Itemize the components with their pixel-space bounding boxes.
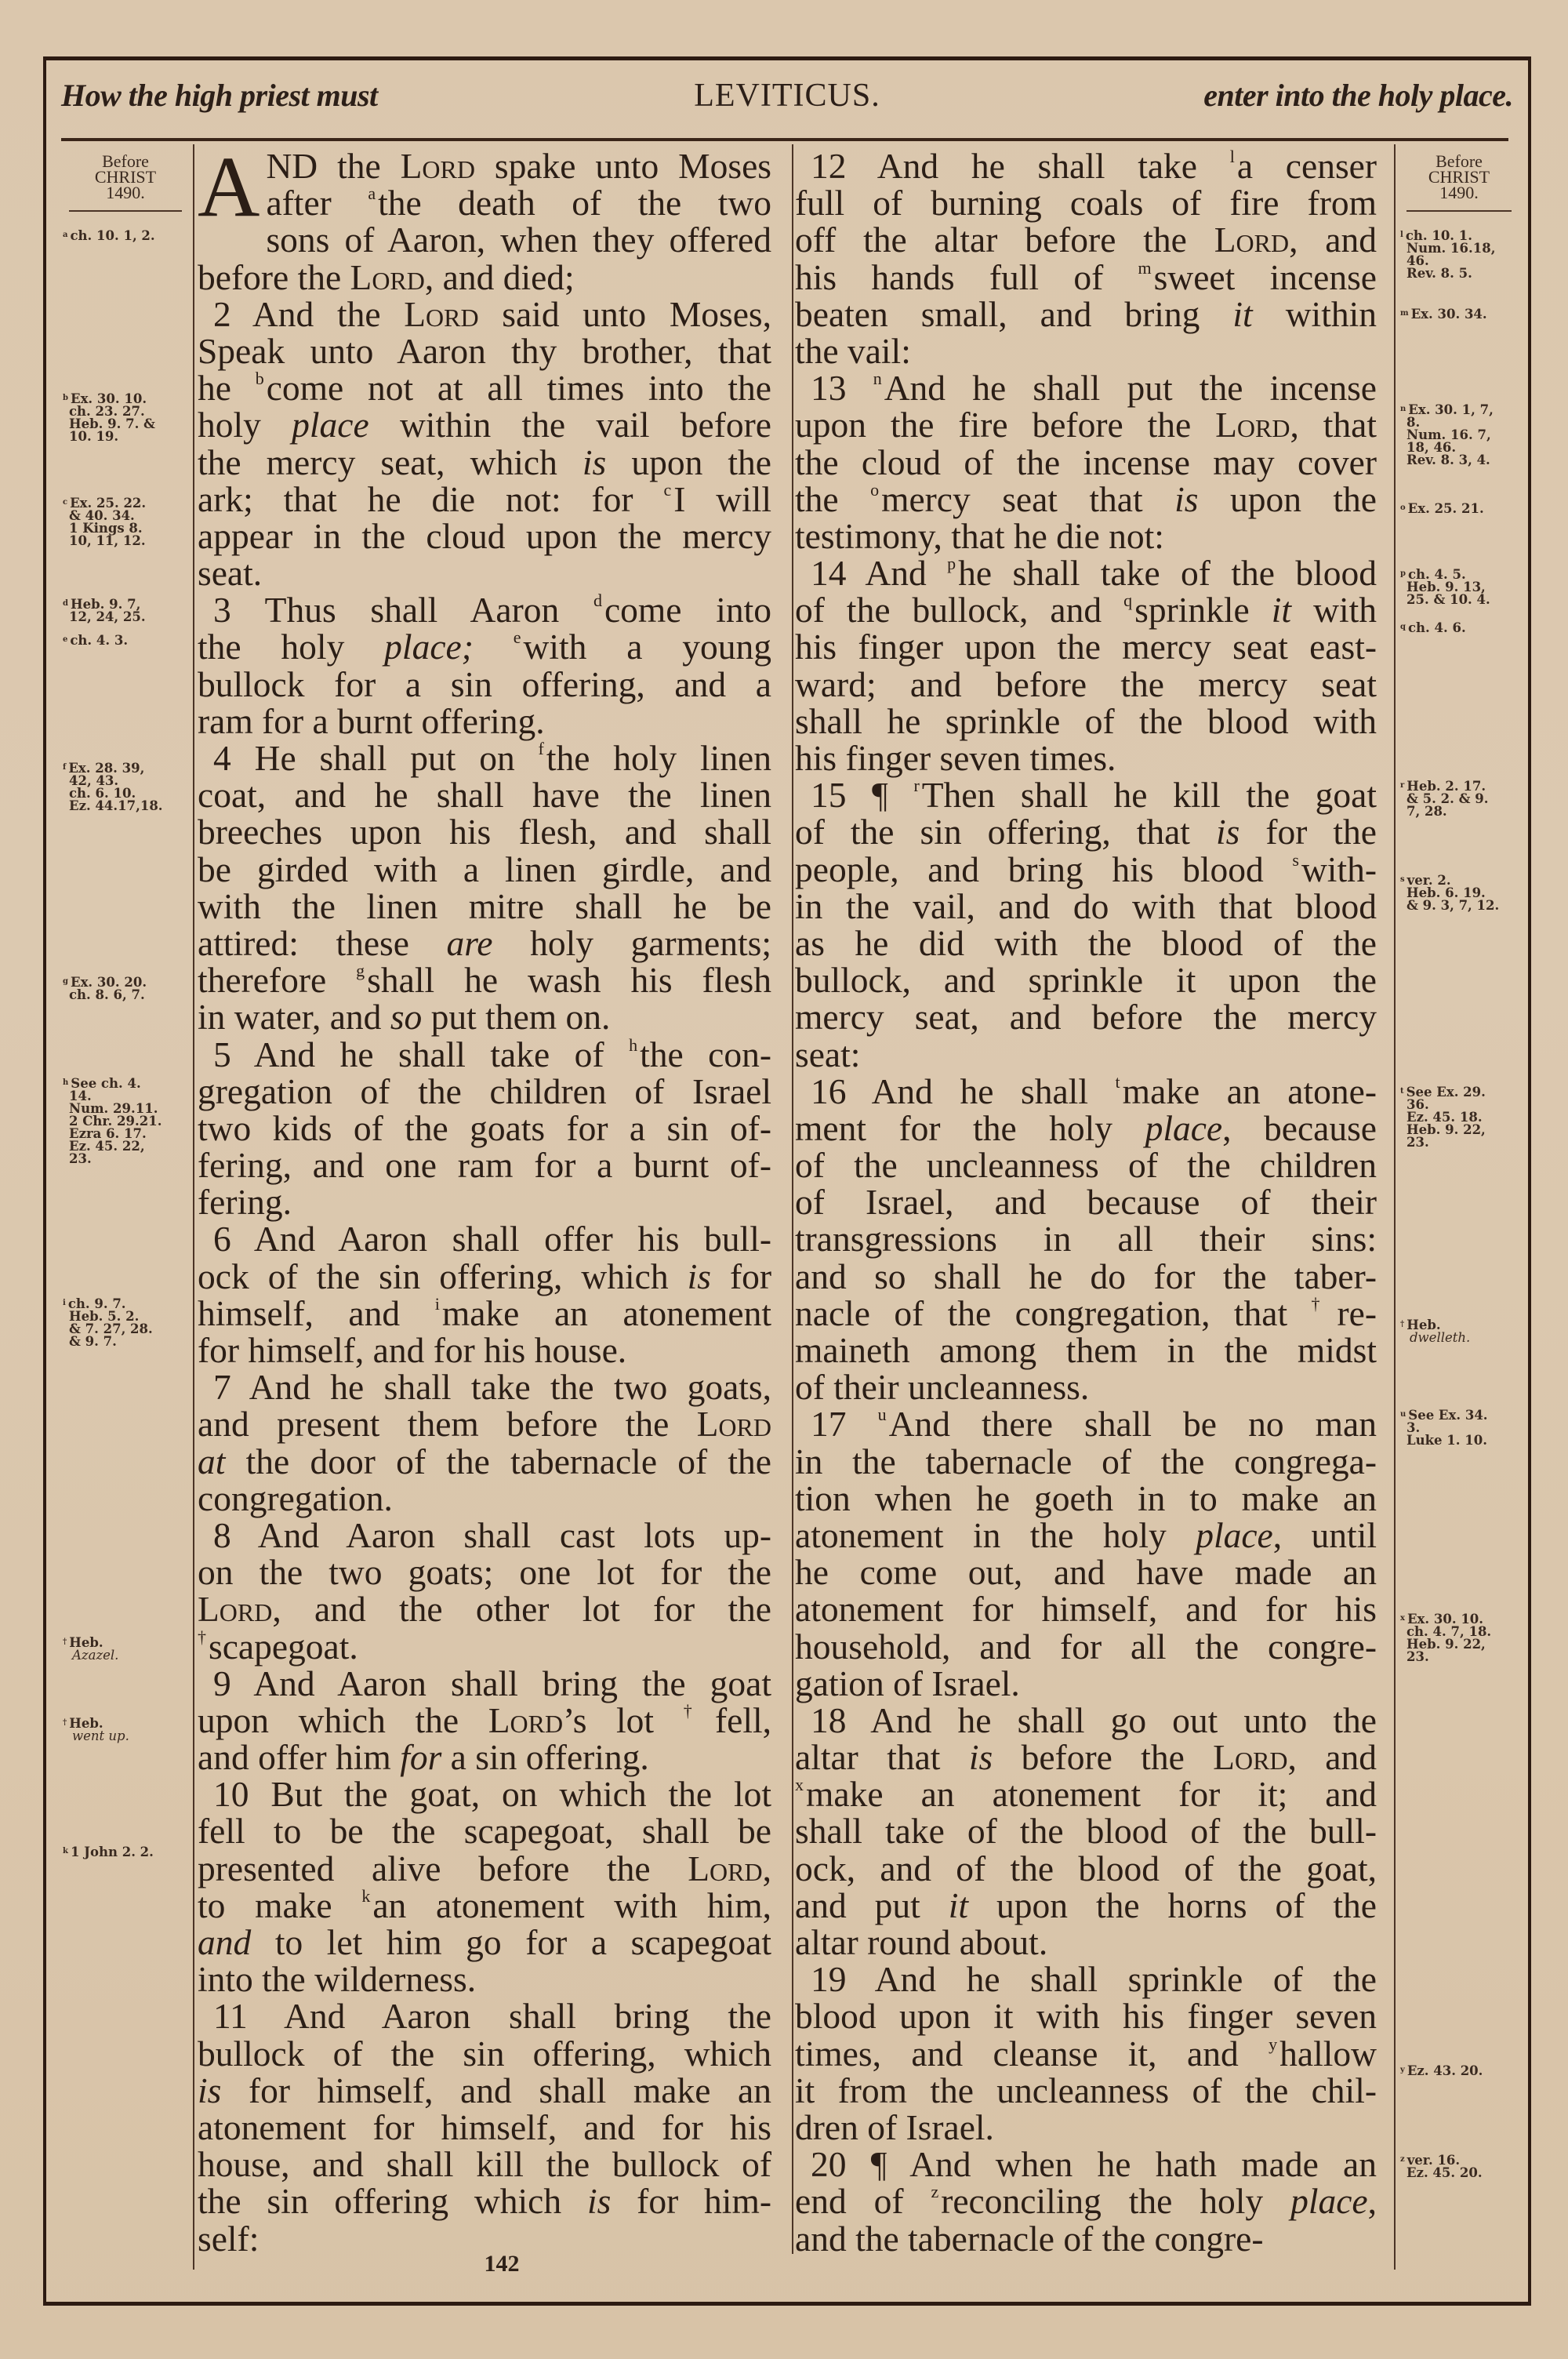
text-line: blood upon it with his finger seven [795,1996,1377,2037]
reference-text: 10. 19. [69,429,119,444]
text-line: gregation of the children of Israel [198,1070,771,1111]
reference-text: 36. [1406,1097,1429,1112]
text-line: 2 And the Lord said unto Moses, [213,293,772,334]
text-line: his hands full of $^m$sweet incense [795,256,1377,297]
reference-text: Ex. 25. 22. [70,496,147,511]
text-line: 13 $^n$And he shall put the incense [811,368,1377,409]
text-line: he $^b$come not at all times into the [198,368,771,409]
text-line: it from the uncleanness of the chil- [795,2070,1377,2110]
reference-text: Ex. 30. 20. [71,975,147,990]
text-line: 16 And he shall $^t$make an atone- [811,1070,1377,1111]
margin-reference [63,598,146,623]
reference-text: Ex. 25. 21. [1407,501,1484,516]
reference-text: Heb. [1406,1318,1441,1332]
text-line: fering, and one ram for a burnt of- [198,1145,771,1186]
reference-mark: a [63,231,68,239]
margin-header-rule [69,210,182,212]
reference-text: Luke 1. 10. [1406,1433,1487,1448]
margin-reference [63,392,155,443]
reference-text: Heb. 9. 22, [1406,1637,1486,1652]
text-line: self: [198,2218,260,2259]
reference-text: 25. & 10. 4. [1406,592,1490,607]
text-line: 12 And he shall take $^l$a censer [811,146,1377,186]
text-line: 10 But the goat, on which the lot [213,1774,771,1815]
reference-text: Heb. 5. 2. [69,1309,140,1324]
reference-mark: x [1400,1614,1405,1623]
reference-mark: b [63,394,68,402]
reference-text: & 5. 2. & 9. [1406,791,1489,806]
margin-reference [63,229,155,242]
margin-reference [1400,1085,1486,1149]
reference-text: 8. [1406,415,1421,430]
reference-text: See Ex. 34. [1408,1408,1488,1423]
margin-reference [1400,2064,1483,2077]
text-line: appear in the cloud upon the mercy [198,515,771,556]
reference-text: Heb. 9. 13, [1406,580,1486,594]
text-line: breeches upon his flesh, and shall [198,812,771,852]
reference-text: 2 Chr. 29.21. [69,1114,162,1129]
reference-mark: k [63,1847,68,1856]
text-line: atonement in the holy place, until [795,1514,1377,1555]
reference-text: Num. 16.18, [1406,241,1496,256]
text-line: end of $^z$reconciling the holy place, [795,2181,1377,2222]
margin-reference [1400,874,1499,912]
reference-mark: t [1400,1087,1404,1096]
text-line: Lord, and the other lot for the [198,1589,771,1630]
text-line: tion when he goeth in to make an [795,1478,1377,1518]
running-head-right: enter into the holy place. [1203,78,1513,113]
text-line: his finger seven times. [795,738,1116,778]
text-line: fering. [198,1182,292,1223]
text-line: ward; and before the mercy seat [795,663,1377,704]
year-label: 1490. [106,183,145,202]
text-line: nacle of the congregation, that †re- [795,1292,1377,1333]
text-line: dren of Israel. [795,2106,994,2147]
text-line: seat: [795,1034,861,1074]
hebrew-gloss: dwelleth. [1410,1330,1471,1345]
text-line: times, and cleanse it, and $^y$hallow [795,2033,1377,2074]
reference-mark: i [63,1299,66,1307]
text-line: therefore $^g$shall he wash his flesh [198,960,772,1001]
before-label: Before [102,151,149,171]
reference-text: See ch. 4. [71,1076,141,1091]
reference-mark: † [63,1718,67,1727]
text-line: ock, and of the blood of the goat, [795,1848,1377,1888]
text-line: fell to be the scapegoat, shall be [198,1811,771,1852]
text-line: $^x$make an atonement for it; and [795,1774,1377,1815]
text-line: maineth among them in the midst [795,1330,1377,1370]
hebrew-gloss: went up. [72,1728,129,1743]
text-line: in the tabernacle of the congrega- [795,1441,1377,1481]
text-line: on the two goats; one lot for the [198,1552,771,1593]
text-line: of Israel, and because of their [795,1182,1377,1223]
reference-text: Heb. 2. 17. [1406,779,1486,794]
text-line: 20 ¶ And when he hath made an [811,2144,1377,2185]
text-line: to make $^k$an atonement with him, [198,1885,771,1925]
text-line: people, and bring his blood $^s$with- [795,849,1377,889]
reference-mark: † [63,1637,67,1646]
reference-text: 1 Kings 8. [69,521,143,536]
text-line: as he did with the blood of the [795,922,1377,963]
text-line: for himself, and for his house. [198,1330,627,1370]
reference-text: Heb. [69,1716,103,1731]
text-line: of the uncleanness of the children [795,1145,1377,1186]
text-line: the mercy seat, which is upon the [198,442,771,482]
christ-label: CHRIST [94,167,157,187]
reference-text: Heb. 9. 22, [1406,1122,1486,1137]
reference-text: Heb. [69,1635,103,1650]
text-line: 4 He shall put on $^f$the holy linen [213,738,771,778]
reference-mark: y [1400,2066,1405,2074]
reference-mark: r [1400,781,1405,790]
reference-mark: † [1400,1320,1405,1329]
margin-reference [1400,621,1466,634]
text-line: into the wilderness. [198,1959,477,2000]
margin-reference [1400,502,1484,515]
reference-mark: d [63,599,68,608]
text-line: upon the fire before the Lord, that [795,405,1377,445]
text-line: ark; that he die not: for $^c$I will [198,478,771,519]
reference-text: ver. 16. [1406,2153,1461,2168]
reference-text: Num. 29.11. [69,1101,158,1116]
text-line: off the altar before the Lord, and [795,220,1377,260]
text-line: testimony, that he die not: [795,515,1164,556]
reference-text: Rev. 8. 5. [1406,266,1472,281]
text-line: and offer him for a sin offering. [198,1737,649,1778]
text-line: congregation. [198,1478,393,1518]
reference-text: ver. 2. [1406,873,1451,888]
reference-mark: n [1400,405,1406,413]
text-line: mercy seat, and before the mercy [795,997,1377,1038]
text-line: beaten small, and bring it within [795,293,1377,334]
reference-text: ch. 4. 7, 18. [1406,1624,1492,1639]
text-line: at the door of the tabernacle of the [198,1441,771,1481]
reference-text: & 40. 34. [69,508,135,523]
reference-text: See Ex. 29. [1406,1085,1486,1100]
reference-text: 23. [1406,1135,1429,1150]
reference-mark: g [63,977,68,986]
reference-text: 10, 11, 12. [69,533,146,548]
reference-text: Ez. 45. 20. [1406,2165,1483,2180]
text-line: be girded with a linen girdle, and [198,849,771,889]
reference-mark: m [1400,309,1409,318]
christ-label: CHRIST [1428,167,1490,187]
left-margin-rule [193,144,194,2270]
reference-text: & 9. 7. [69,1334,117,1349]
reference-text: Ez. 43. 20. [1406,2063,1483,2078]
text-line: upon which the Lord’s lot †fell, [198,1699,771,1740]
margin-reference [1400,307,1487,321]
hebrew-gloss: Azazel. [72,1648,119,1663]
reference-text: ch. 8. 6, 7. [69,987,145,1002]
reference-text: & 7. 27, 28. [69,1321,153,1336]
right-margin-references [1400,151,1518,2255]
text-line: full of burning coals of fire from [795,183,1377,224]
margin-reference [63,634,128,647]
reference-text: Ez. 45. 18. [1406,1110,1483,1125]
center-column-rule [792,144,793,2254]
margin-reference [63,1636,118,1662]
reference-text: Ex. 30. 10. [71,391,147,406]
text-line: in water, and so put them on. [198,997,611,1038]
reference-text: & 9. 3, 7, 12. [1406,898,1500,913]
text-line: atonement for himself, and for his [198,2106,771,2147]
margin-reference [63,976,147,1001]
text-line: of the sin offering, that is for the [795,812,1377,852]
margin-reference [1400,403,1494,467]
text-line: and put it upon the horns of the [795,1885,1377,1925]
margin-reference [1400,568,1490,606]
text-line: bullock of the sin offering, which [198,2033,771,2074]
text-line: presented alive before the Lord, [198,1848,771,1888]
margin-reference [1400,2154,1483,2179]
reference-text: 23. [1406,1649,1429,1664]
header-rule [61,138,1508,141]
reference-mark: e [63,635,68,644]
text-line: 9 And Aaron shall bring the goat [213,1663,771,1703]
text-line: altar round about. [795,1922,1048,1962]
text-line: shall take of the blood of the bull- [795,1811,1377,1852]
reference-text: Ex. 28. 39, [68,761,145,776]
text-line: Speak unto Aaron thy brother, that [198,330,771,371]
reference-text: 46. [1406,253,1429,268]
margin-reference [63,1717,129,1743]
text-line: seat. [198,553,263,594]
reference-mark: f [63,763,67,772]
reference-mark: c [63,498,68,507]
text-line: is for himself, and shall make an [198,2070,771,2110]
before-label: Before [1436,151,1483,171]
text-line: 15 ¶ $^r$Then shall he kill the goat [811,775,1377,816]
text-line: 19 And he shall sprinkle of the [811,1959,1377,2000]
text-line: household, and for all the congre- [795,1626,1377,1667]
reference-text: Ez. 45. 22, [69,1139,145,1154]
reference-mark: z [1400,2155,1405,2164]
text-line: coat, and he shall have the linen [198,775,771,816]
reference-text: ch. 4. 3. [70,633,129,648]
reference-text: ch. 4. 5. [1408,567,1466,582]
reference-text: Ex. 30. 34. [1410,307,1487,322]
reference-text: Heb. 9. 7, [71,597,141,612]
text-line: altar that is before the Lord, and [795,1737,1377,1778]
right-margin-rule [1394,144,1396,2270]
margin-header-rule [1406,210,1512,212]
text-line: 18 And he shall go out unto the [811,1699,1377,1740]
text-line: 17 $^u$And there shall be no man [811,1404,1377,1445]
text-line: the cloud of the incense may cover [795,442,1377,482]
text-line: the vail: [795,330,911,371]
text-line: ment for the holy place, because [795,1107,1377,1148]
text-line: atonement for himself, and for his [795,1589,1377,1630]
text-line: the $^o$mercy seat that is upon the [795,478,1377,519]
text-line: and present them before the Lord [198,1404,771,1445]
reference-mark: h [63,1078,69,1087]
reference-text: ch. 4. 6. [1408,620,1466,635]
text-line: of the bullock, and $^q$sprinkle it with [795,590,1377,631]
reference-text: ch. 10. 1, 2. [70,228,155,243]
margin-reference [63,1297,153,1348]
reference-text: Heb. 9. 7. & [69,416,155,431]
text-line: with the linen mitre shall he be [198,885,771,926]
reference-text: Num. 16. 7, [1406,427,1491,442]
text-line: 5 And he shall take of $^h$the con- [213,1034,771,1074]
margin-reference [63,761,163,812]
reference-text: 1 John 2. 2. [70,1845,154,1859]
margin-reference [1400,229,1495,280]
before-christ-label [1400,151,1518,202]
reference-mark: s [1400,875,1405,884]
text-line: sons of Aaron, when they offered [266,220,771,260]
reference-text: ch. 9. 7. [67,1296,126,1311]
margin-reference [1400,780,1488,818]
text-line: ock of the sin offering, which is for [198,1256,771,1296]
reference-text: 18, 46. [1406,440,1457,455]
left-margin-references [63,151,188,2255]
text-line: and so shall he do for the taber- [795,1256,1377,1296]
text-line: in the vail, and do with that blood [795,885,1377,926]
reference-text: 7, 28. [1406,804,1447,819]
reference-text: Ez. 44.17,18. [69,798,163,813]
before-christ-label [63,151,188,202]
reference-text: Ex. 30. 10. [1406,1612,1484,1627]
reference-text: 42, 43. [69,773,119,788]
right-text-column [795,147,1377,2257]
reference-text: ch. 23. 27. [69,404,145,419]
margin-reference [1400,1408,1488,1447]
text-line: 3 Thus shall Aaron $^d$come into [213,590,771,631]
reference-mark: q [1400,623,1406,631]
text-line: and to let him go for a scapegoat [198,1922,771,1962]
text-line: the sin offering which is for him- [198,2181,771,2222]
text-line: his finger upon the mercy seat east- [795,627,1377,667]
margin-reference [63,1077,162,1165]
reference-text: Rev. 8. 3, 4. [1406,453,1490,467]
text-line: ND the Lord spake unto Moses [266,146,771,186]
reference-text: ch. 6. 10. [69,786,136,801]
reference-text: 12, 24, 25. [69,609,146,624]
text-line: attired: these are holy garments; [198,922,771,963]
text-line: bullock for a sin offering, and a [198,663,771,704]
text-line: the holy place; $^e$with a young [198,627,771,667]
text-line: shall he sprinkle of the blood with [795,700,1377,741]
margin-reference [1400,1318,1470,1344]
reference-mark: o [1400,503,1406,512]
reference-text: 3. [1406,1420,1421,1435]
text-line: transgressions in all their sins: [795,1219,1377,1259]
year-label: 1490. [1439,183,1479,202]
text-line: he come out, and have made an [795,1552,1377,1593]
margin-reference [63,496,146,547]
reference-text: ch. 10. 1. [1405,228,1473,243]
text-line: gation of Israel. [795,1663,1020,1703]
reference-text: 14. [69,1089,92,1103]
text-line: †scapegoat. [198,1626,358,1667]
margin-reference [63,1845,154,1859]
text-line: ram for a burnt offering. [198,700,545,741]
reference-mark: p [1400,569,1406,578]
text-line: 6 And Aaron shall offer his bull- [213,1219,771,1259]
text-line: himself, and $^i$make an atonement [198,1292,771,1333]
page-number: 142 [484,2251,520,2277]
drop-cap: A [198,139,260,234]
reference-text: Ex. 30. 1, 7, [1408,402,1494,417]
reference-mark: l [1400,231,1403,239]
margin-reference [1400,1612,1491,1663]
running-head [61,72,1513,127]
text-line: 8 And Aaron shall cast lots up- [213,1514,771,1555]
text-line: 14 And $^p$he shall take of the blood [811,553,1377,594]
reference-text: Heb. 6. 19. [1406,885,1486,900]
book-title: LEVITICUS. [694,78,880,114]
text-line: holy place within the vail before [198,405,771,445]
reference-mark: u [1400,1410,1406,1419]
text-line: house, and shall kill the bullock of [198,2144,771,2185]
running-head-left: How the high priest must [61,78,378,113]
text-line: and the tabernacle of the congre- [795,2218,1264,2259]
text-line: 11 And Aaron shall bring the [213,1996,771,2037]
text-line: after $^a$the death of the two [266,183,771,224]
reference-text: Ezra 6. 17. [69,1126,147,1141]
reference-text: 23. [69,1151,92,1166]
text-line: of their uncleanness. [795,1367,1090,1408]
text-line: bullock, and sprinkle it upon the [795,960,1377,1001]
text-line: before the Lord, and died; [198,256,575,297]
left-text-column [198,139,772,2259]
text-line: 7 And he shall take the two goats, [213,1367,771,1408]
text-line: two kids of the goats for a sin of- [198,1107,771,1148]
